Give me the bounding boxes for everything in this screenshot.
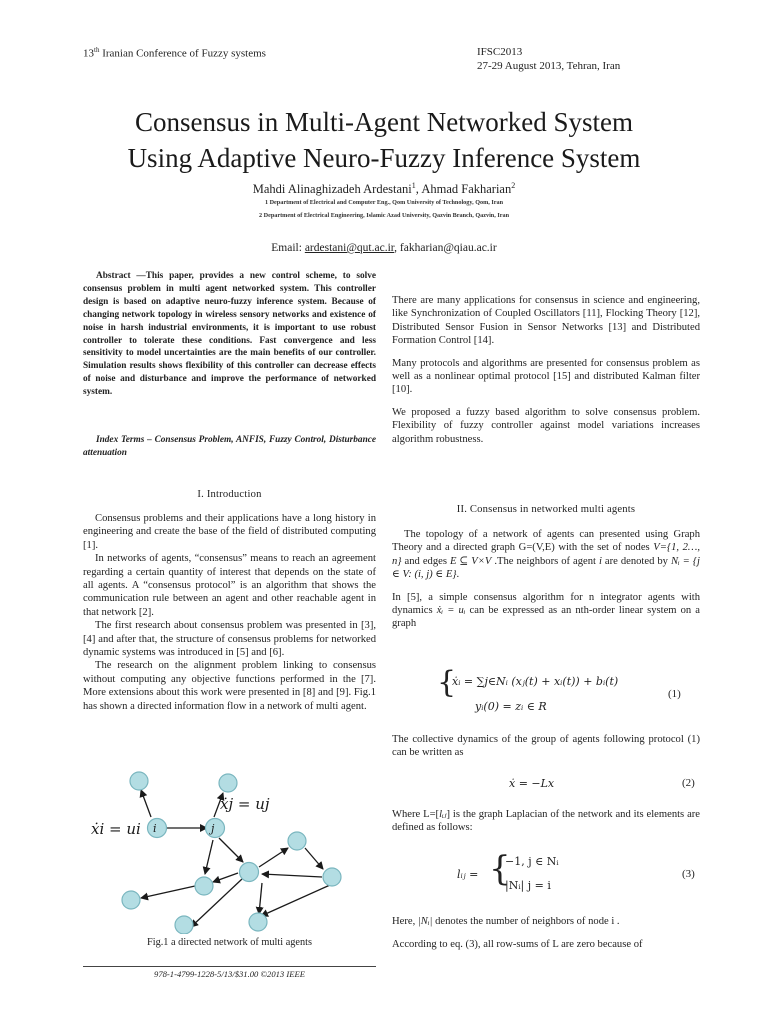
- node: [249, 913, 267, 931]
- affiliation-2: 2 Department of Electrical Engineering, Islamic Azad University, Qazvin Branch, Qazvin, Iran: [258, 212, 510, 219]
- node: [195, 877, 213, 895]
- network-figure: [83, 766, 376, 934]
- node: [240, 863, 259, 882]
- eq1-brace: {: [437, 665, 457, 700]
- index-terms: Index Terms – Consensus Problem, ANFIS, Fuzzy Control, Disturbance attenuation: [83, 435, 376, 458]
- footer-copyright: 978-1-4799-1228-5/13/$31.00 ©2013 IEEE: [83, 966, 376, 979]
- conference-dates: 27-29 August 2013, Tehran, Iran: [477, 60, 621, 72]
- node-j: [206, 819, 225, 838]
- paragraph: According to eq. (3), all row-sums of L are zero because of: [392, 939, 643, 950]
- node: [175, 916, 193, 934]
- eq1-line1: ẋᵢ = ∑j∈Nᵢ (xⱼ(t) + xᵢ(t)) + bᵢ(t): [452, 675, 619, 688]
- eq2-number: (2): [682, 777, 695, 789]
- edge: [261, 885, 330, 916]
- eq2: ẋ = −Lx: [509, 777, 555, 790]
- label-xi-ui: ẋi = ui: [91, 820, 141, 838]
- node: [130, 772, 148, 790]
- conference-name: 13th Iranian Conference of Fuzzy systems: [83, 46, 266, 60]
- eq3-case1: −1, j ∈ Nᵢ: [505, 855, 559, 868]
- eq1-number: (1): [668, 688, 681, 700]
- node-i: [148, 819, 167, 838]
- conference-code: IFSC2013: [477, 46, 523, 58]
- paragraph: The topology of a network of agents can presented using Graph Theory and a directed graph G=(V,E) with the set of nodes V={1, 2…, n} and edges E ⊆ V×V .The neighbors of agent i are denoted by Nᵢ = {j ∈ V: (i, j) ∈ E}.: [392, 529, 701, 581]
- edge: [259, 848, 288, 867]
- section-2-body: [392, 528, 700, 631]
- author-1: Mahdi Alinaghizadeh Ardestani: [252, 182, 412, 197]
- author-2: Ahmad Fakharian: [421, 182, 512, 197]
- edge: [213, 873, 238, 882]
- node: [323, 868, 341, 886]
- label-xj-uj: ẋj = uj: [220, 795, 270, 813]
- paragraph: Consensus problems and their applications have a long history in engineering and create the base of the field of distributed computing [1].: [83, 513, 376, 551]
- node-j-label: j: [211, 822, 215, 835]
- email-2: fakharian@qiau.ac.ir: [399, 242, 497, 254]
- section-2-heading: II. Consensus in networked multi agents: [456, 504, 636, 515]
- title-line-2: Using Adaptive Neuro-Fuzzy Inference System: [127, 143, 641, 173]
- paragraph: The research on the alignment problem linking to consensus without computing any objective functions performed in the [7]. More extensions about this work were presented in [8] and [9]. Fig.1 has shown a directed information flow in a network of multi agent.: [83, 660, 376, 712]
- edge: [219, 838, 243, 862]
- eq1-line2: yᵢ(0) = zᵢ ∈ R: [475, 700, 547, 713]
- node: [288, 832, 306, 850]
- paragraph: In [5], a simple consensus algorithm for n integrator agents with dynamics ẋᵢ = uᵢ can be expressed as an nth-order linear system on a graph: [392, 591, 701, 630]
- edge: [262, 874, 322, 877]
- authors: Mahdi Alinaghizadeh Ardestani$^1$, Ahmad Fakharian$^2$: [252, 181, 516, 197]
- paragraph: The first research about consensus problem was presented in [3], [4] and after that, the structure of consensus problems for networked dynamic systems was introduced in [5] and [6].: [83, 620, 376, 659]
- paragraph: The collective dynamics of the group of agents following protocol (1) can be written as: [392, 734, 700, 759]
- edge: [205, 840, 213, 874]
- node: [122, 891, 140, 909]
- paragraph: Many protocols and algorithms are presented for consensus problem as well as a nonlinear optimal protocol [15] and distributed Kalman filter [10].: [392, 357, 700, 396]
- paper-title: [0, 104, 768, 176]
- node-i-label: i: [153, 822, 157, 835]
- paragraph: There are many applications for consensus in science and engineering, like Synchronization of Coupled Oscillators [11], Flocking Theory [12], Distributed Sensor Fusion in Sensor Networks [13] and Distributed Formation Control [14].: [392, 295, 700, 347]
- edge: [259, 883, 262, 914]
- paragraph: Here, |Nᵢ| denotes the number of neighbors of node i .: [392, 916, 620, 927]
- right-intro: [392, 294, 700, 446]
- node: [219, 774, 237, 792]
- section-1-body: [83, 512, 376, 713]
- paragraph: We proposed a fuzzy based algorithm to solve consensus problem. Flexibility of fuzzy controller against model variations increases algorithm robustness.: [392, 406, 700, 445]
- figure-caption: Fig.1 a directed network of multi agents: [147, 937, 312, 948]
- edge: [141, 886, 195, 898]
- section-1-heading: I. Introduction: [197, 489, 262, 500]
- title-line-1: Consensus in Multi-Agent Networked System: [135, 107, 633, 137]
- eq3-case2: |Nᵢ| j = i: [505, 879, 551, 892]
- email-link-1[interactable]: ardestani@qut.ac.ir: [304, 242, 395, 254]
- email-line: Email: ardestani@qut.ac.ir, fakharian@qiau.ac.ir: [271, 242, 497, 254]
- paragraph: Where L=[lᵢⱼ] is the graph Laplacian of the network and its elements are defined as follows:: [392, 809, 700, 834]
- abstract: Abstract —This paper, provides a new control scheme, to solve consensus problem in multi agent networked system. This controller design is based on adaptive neuro-fuzzy inference system. Because of changing network topology in wireless sensory networks and existence of noise in harsh industrial environments, it is important to use robust controller to tolerate these conditions. Fast convergence and less sensitivity to model uncertainties are the main benefits of our controller. Simulation results shows flexibility of this controller can decrease effects of noise and disturbance and improve the performance of networked system.: [83, 271, 376, 398]
- edge: [305, 848, 323, 869]
- edge: [141, 790, 151, 817]
- eq3-brace: {: [489, 849, 511, 889]
- affiliation-1: 1 Department of Electrical and Computer Eng., Qom University of Technology, Qom, Iran: [264, 199, 504, 206]
- eq3-lhs: lᵢⱼ =: [457, 868, 479, 881]
- paragraph: In networks of agents, “consensus” means to reach an agreement regarding a certain quantity of interest that depends on the state of all agents. A “consensus protocol” is an algorithm that shows the communication rule between an agent and other reachable agent in that network [2].: [83, 553, 376, 618]
- eq3-number: (3): [682, 868, 695, 880]
